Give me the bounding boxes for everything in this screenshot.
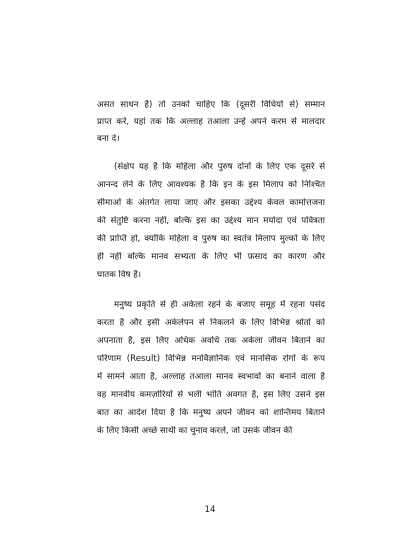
text-line: परिणाम (Result) विभिन्न मनोवैज्ञानिक एवं मानसिक रोगों के रूप: [97, 354, 325, 364]
text-line: की प्राप्ति हो, क्योंकि महिला व पुरुष का स्वतंत्र मिलाप मुल्कों के लिए: [97, 234, 325, 244]
text-line: मनुष्य प्रकृति से ही अकेला रहने के बजाए समूह में रहना पसंद: [114, 300, 325, 310]
text-line: की संतुष्टि करना नहीं, बल्कि इस का उद्देश्य मान मर्यादा एवं पवित्रता: [97, 216, 325, 226]
text-line: असत साधन है) तो उनको चाहिए कि (दूसरी विधियों से) सम्मान: [97, 100, 325, 110]
text-line: आनन्द लेने के लिए आवश्यक है कि इन के इस मिलाप को निश्चित: [97, 180, 325, 190]
text-line: वह मानवीय कमज़ोरियों से भली भांति अवगत है, इस लिए उसने इस: [97, 390, 325, 400]
text-line: (संक्षेप यह है कि महिला और पुरुष दोनों के लिए एक दूसरे से: [114, 162, 325, 172]
text-line: अपनाता है, इस लिए अधिक अवधि तक अकेला जीवन बिताने का: [97, 336, 325, 346]
text-line: में सामने आता है, अल्लाह तआला मानव स्वभावों का बनाने वाला है: [97, 372, 325, 382]
text-line: प्राप्त करें, यहां तक कि अल्लाह तआला उन्हें अपने करम से मालदार: [97, 117, 325, 127]
text-line: घातक विष है।: [97, 270, 142, 280]
text-line: ही नहीं बल्कि मानव सभ्यता के लिए भी फ़साद का कारण और: [97, 252, 325, 262]
text-line: बात का आदेश दिया है कि मनुष्य अपने जीवन को शान्तिमय बिताने: [97, 408, 325, 418]
text-line: करता है और इसी अकेलेपन से निकलने के लिए विभिन्न श्रोतों को: [97, 318, 325, 328]
page-number: 14: [204, 505, 216, 515]
text-line: के लिए किसी अच्छे साथी का चुनाव करले, जो उसके जीवन की: [97, 426, 293, 436]
text-line: बना दे।: [97, 134, 120, 144]
text-line: सीमाओं के अंतर्गत लाया जाए और इसका उद्देश्य केवल कामोत्तजना: [97, 198, 325, 208]
